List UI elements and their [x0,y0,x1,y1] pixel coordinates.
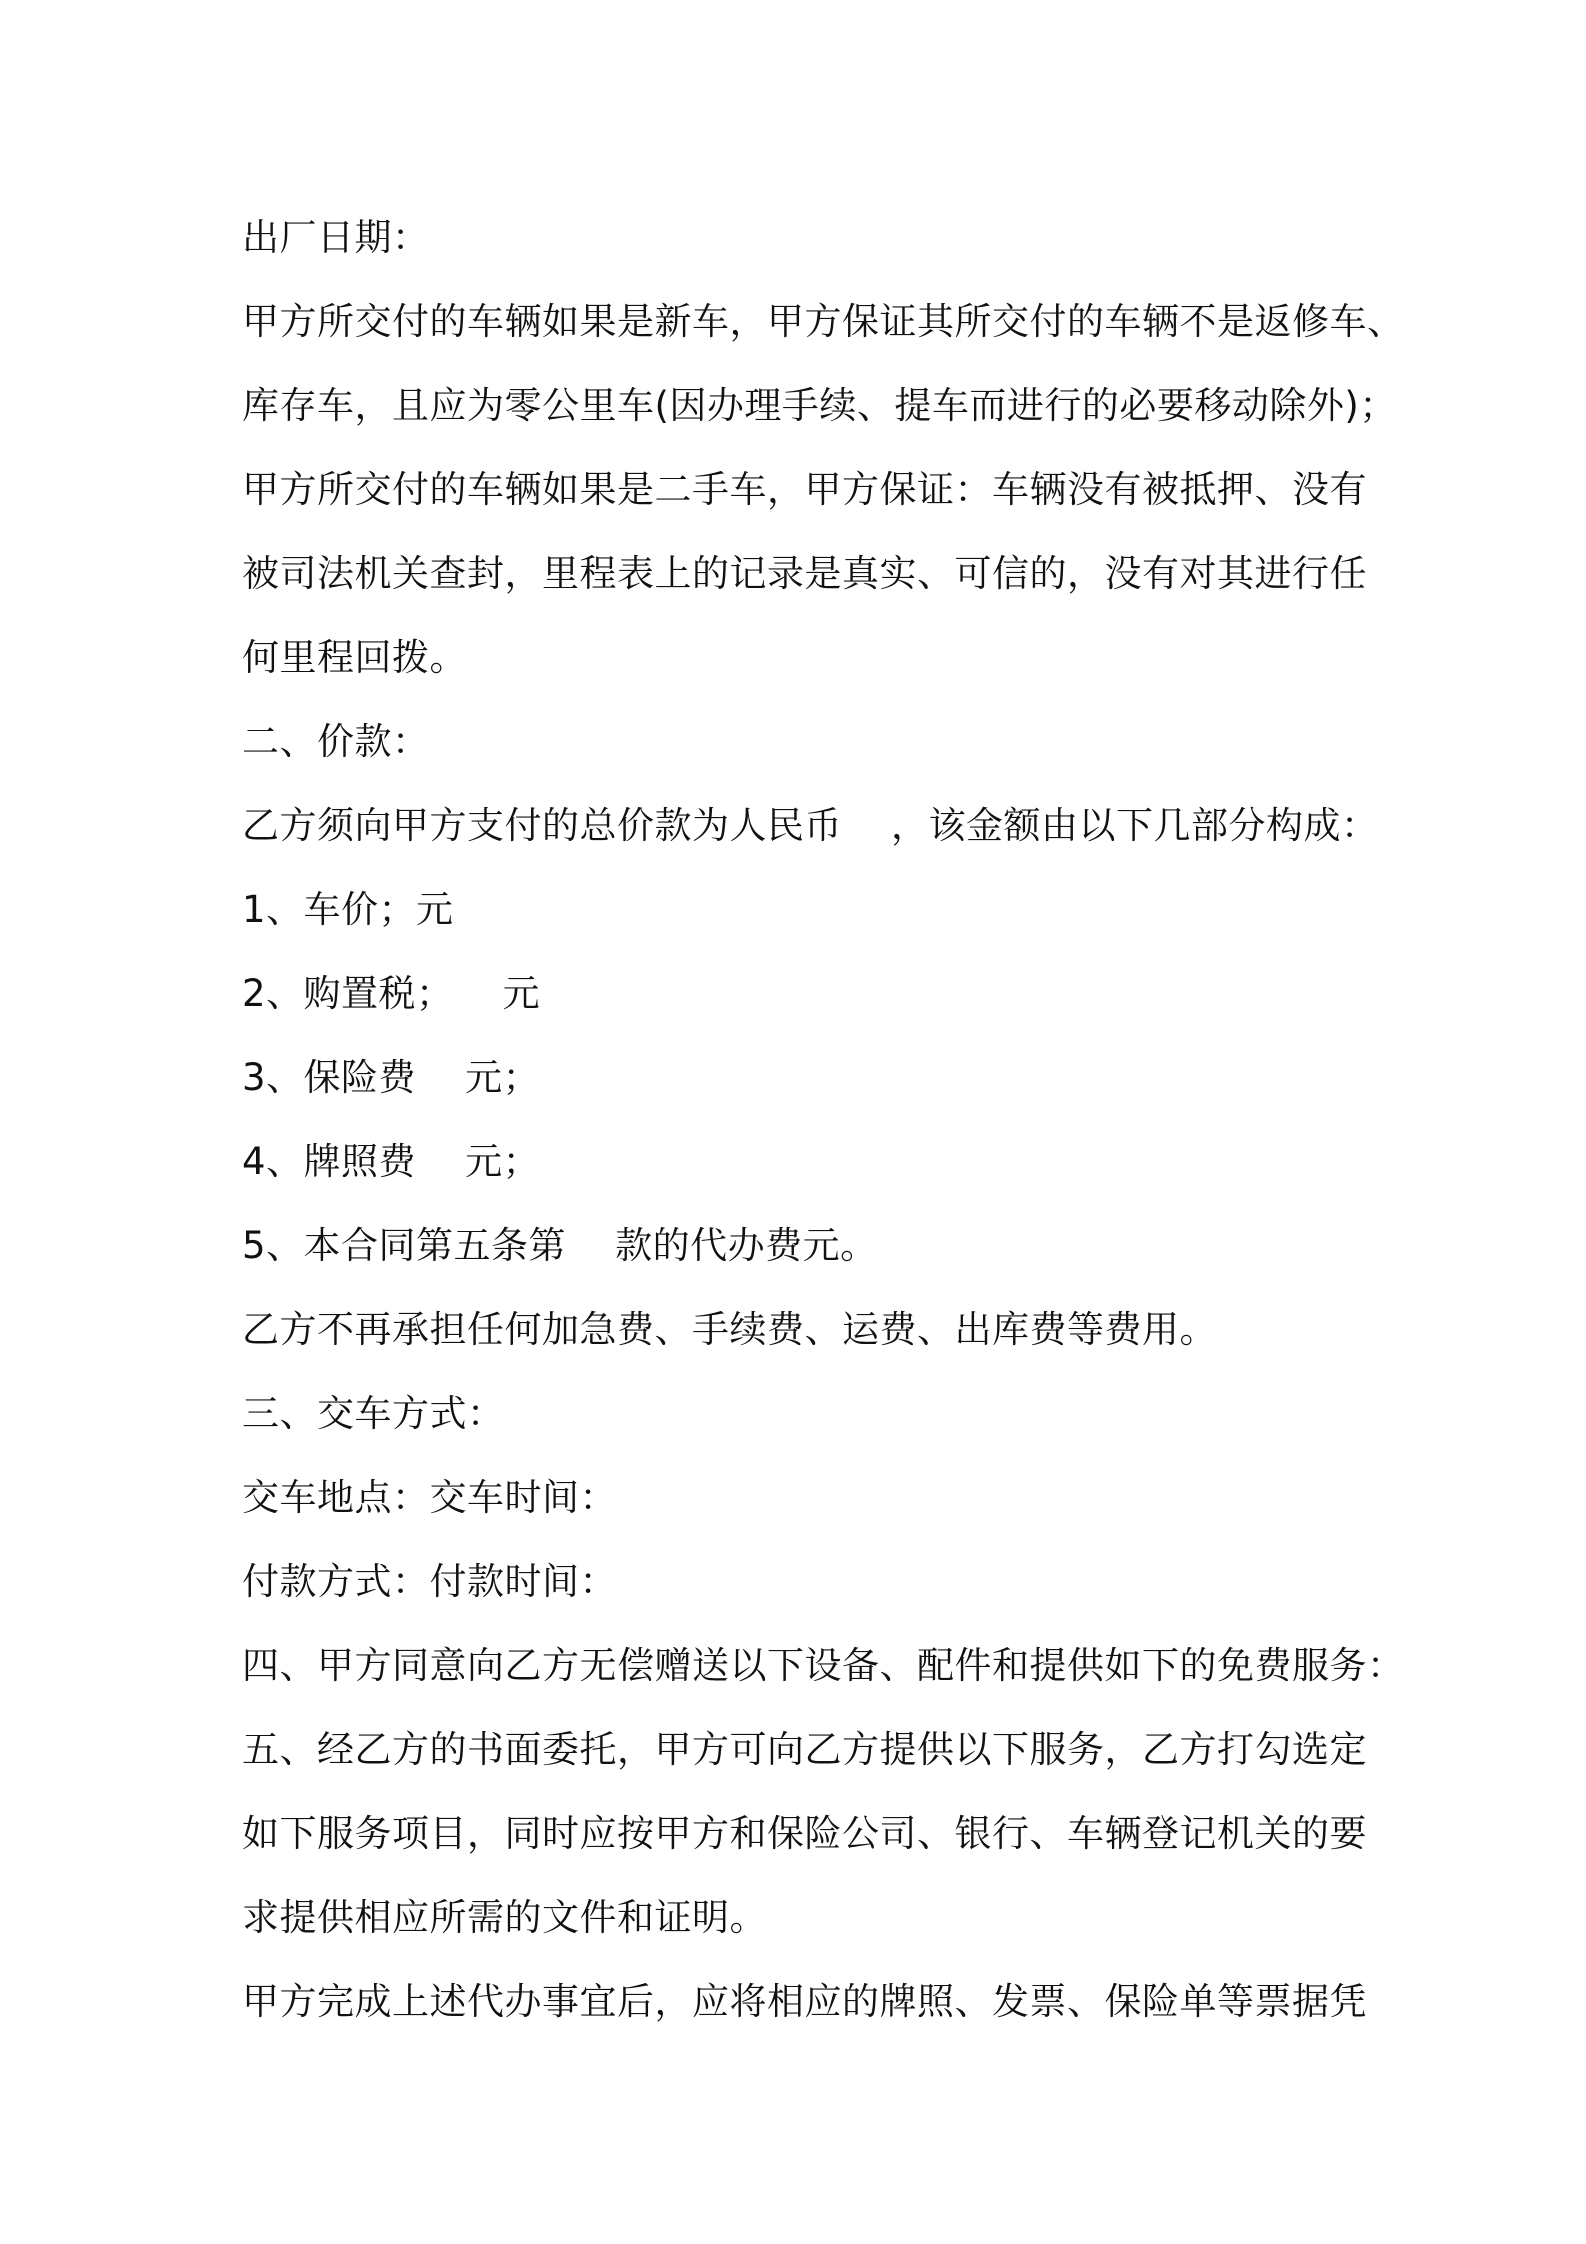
paragraph-new-car-line-2: 库存车，且应为零公里车(因办理手续、提车而进行的必要移动除外)； [242,384,1397,427]
section-heading-price: 二、价款： [242,720,430,763]
section-heading-free-services: 四、甲方同意向乙方无偿赠送以下设备、配件和提供如下的免费服务： [242,1644,1405,1687]
section-heading-agency-services-line-1: 五、经乙方的书面委托，甲方可向乙方提供以下服务，乙方打勾选定 [242,1728,1367,1771]
section-heading-agency-services-line-3: 求提供相应所需的文件和证明。 [242,1896,767,1939]
list-item-license-fee: 4、牌照费 元； [242,1140,541,1183]
paragraph-used-car-line-3: 何里程回拨。 [242,636,467,679]
paragraph-documents-handover: 甲方完成上述代办事宜后，应将相应的牌照、发票、保险单等票据凭 [242,1980,1367,2023]
field-factory-date: 出厂日期： [242,216,430,259]
section-heading-delivery: 三、交车方式： [242,1392,505,1435]
paragraph-no-extra-fees: 乙方不再承担任何加急费、手续费、运费、出库费等费用。 [242,1308,1217,1351]
paragraph-total-price: 乙方须向甲方支付的总价款为人民币 ，该金额由以下几部分构成： [242,804,1379,847]
list-item-purchase-tax: 2、购置税； 元 [242,972,541,1015]
list-item-insurance-fee: 3、保险费 元； [242,1056,541,1099]
list-item-car-price: 1、车价；元 [242,888,454,931]
paragraph-new-car-line-1: 甲方所交付的车辆如果是新车，甲方保证其所交付的车辆不是返修车、 [242,300,1405,343]
field-delivery-place-time: 交车地点：交车时间： [242,1476,617,1519]
section-heading-agency-services-line-2: 如下服务项目，同时应按甲方和保险公司、银行、车辆登记机关的要 [242,1812,1367,1855]
list-item-agency-fee: 5、本合同第五条第 款的代办费元。 [242,1224,878,1267]
field-payment-method-time: 付款方式：付款时间： [242,1560,617,1603]
paragraph-used-car-line-2: 被司法机关查封，里程表上的记录是真实、可信的，没有对其进行任 [242,552,1367,595]
document-body [242,196,1405,2044]
paragraph-used-car-line-1: 甲方所交付的车辆如果是二手车，甲方保证：车辆没有被抵押、没有 [242,468,1367,511]
